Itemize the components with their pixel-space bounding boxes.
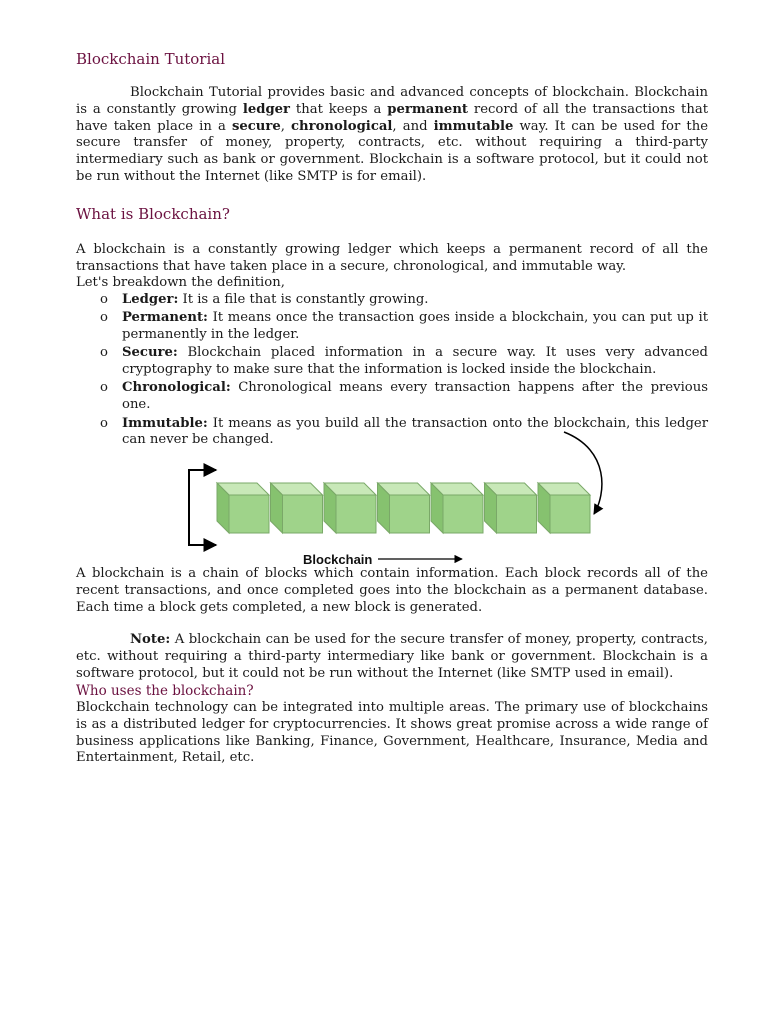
- block: [485, 483, 537, 533]
- block-front: [497, 495, 537, 533]
- bullet-glyph: o: [100, 380, 108, 396]
- definition-term: Ledger:: [122, 292, 179, 307]
- block: [538, 483, 590, 533]
- definition-term: Permanent:: [122, 310, 208, 326]
- intro-text: that keeps a: [290, 101, 388, 117]
- intro-bold-chronological: chronological: [291, 118, 393, 134]
- block: [271, 483, 323, 533]
- definition-list: [76, 292, 708, 451]
- definition-text: It is a file that is constantly growing.: [178, 292, 429, 307]
- note-text: A blockchain can be used for the secure transfer of money, property, contracts, etc. without requiring a third-party intermediary like bank or government. Blockchain is a software protocol, but it could not be run without the Internet (like SMTP used in email).: [76, 632, 708, 681]
- definition-text: Blockchain placed information in a secure way. It uses very advanced cryptography to make sure that the information is locked inside the blockchain.: [122, 345, 708, 378]
- intro-text: way. It can be used for the secure transfer of money, property, contracts, etc. without requiring a third-party intermediary such as bank or government. Blockchain is a software protocol, but it could not be run without the Internet (like SMTP is for email).: [76, 118, 708, 184]
- note-paragraph: [76, 632, 708, 682]
- intro-text: record of all the transactions that have taken place in a: [76, 101, 708, 134]
- bullet-glyph: o: [100, 292, 108, 307]
- left-bracket-arrow: [189, 470, 216, 545]
- intro-paragraph: [76, 85, 708, 186]
- block-front: [229, 495, 269, 533]
- block-front: [336, 495, 376, 533]
- definition-term: Secure:: [122, 345, 178, 361]
- heading-blockchain-tutorial: Blockchain Tutorial: [76, 50, 226, 68]
- intro-text: , and: [392, 118, 434, 134]
- block: [378, 483, 430, 533]
- definition-term: Immutable:: [122, 415, 208, 431]
- definition-item: [76, 345, 708, 379]
- intro-text: ,: [280, 118, 292, 134]
- block-front: [390, 495, 430, 533]
- diagram-label: Blockchain: [303, 552, 373, 567]
- intro-bold-secure: secure: [231, 118, 281, 134]
- intro-text: Blockchain Tutorial provides basic and advanced concepts of blockchain. Blockchain is a constantly growing: [76, 85, 708, 117]
- bullet-glyph: o: [100, 345, 108, 361]
- intro-bold-immutable: immutable: [433, 118, 514, 134]
- heading-what-is-blockchain: What is Blockchain?: [76, 205, 230, 223]
- block-front: [443, 495, 483, 533]
- uses-paragraph: Blockchain technology can be integrated into multiple areas. The primary use of blockchains is as a distributed ledger for cryptocurrencies. It shows great promise across a wide range of business applications like Banking, Finance, Government, Healthcare, Insurance, Media and Entertainment, Retail, etc.: [76, 700, 708, 766]
- definition-term: Chronological:: [122, 380, 231, 396]
- definition-item: [76, 380, 708, 414]
- intro-bold-ledger: ledger: [242, 101, 291, 117]
- heading-who-uses: Who uses the blockchain?: [76, 683, 254, 699]
- definition-item: [76, 292, 708, 309]
- what-paragraph: A blockchain is a constantly growing ledger which keeps a permanent record of all the transactions that have taken place in a secure, chronological, and immutable way.: [76, 242, 708, 274]
- chain-paragraph: A blockchain is a chain of blocks which contain information. Each block records all of the recent transactions, and once completed goes into the blockchain as a permanent database. Each time a block gets completed, a new block is generated.: [76, 566, 708, 615]
- definition-text: It means once the transaction goes inside a blockchain, you can put up it permanently in the ledger.: [122, 310, 708, 343]
- block: [217, 483, 269, 533]
- block-row: [217, 483, 590, 533]
- intro-bold-permanent: permanent: [387, 101, 468, 117]
- definition-text: Chronological means every transaction happens after the previous one.: [122, 380, 708, 413]
- block-front: [550, 495, 590, 533]
- definition-text: It means as you build all the transaction onto the blockchain, this ledger can never be changed.: [122, 415, 708, 448]
- definition-item: [76, 310, 708, 344]
- breakdown-line: Let's breakdown the definition,: [76, 275, 285, 290]
- block-front: [283, 495, 323, 533]
- note-label: Note:: [130, 632, 171, 647]
- block: [431, 483, 483, 533]
- block: [324, 483, 376, 533]
- bullet-glyph: o: [100, 310, 108, 326]
- bullet-glyph: o: [100, 415, 108, 431]
- blockchain-diagram: [180, 428, 620, 570]
